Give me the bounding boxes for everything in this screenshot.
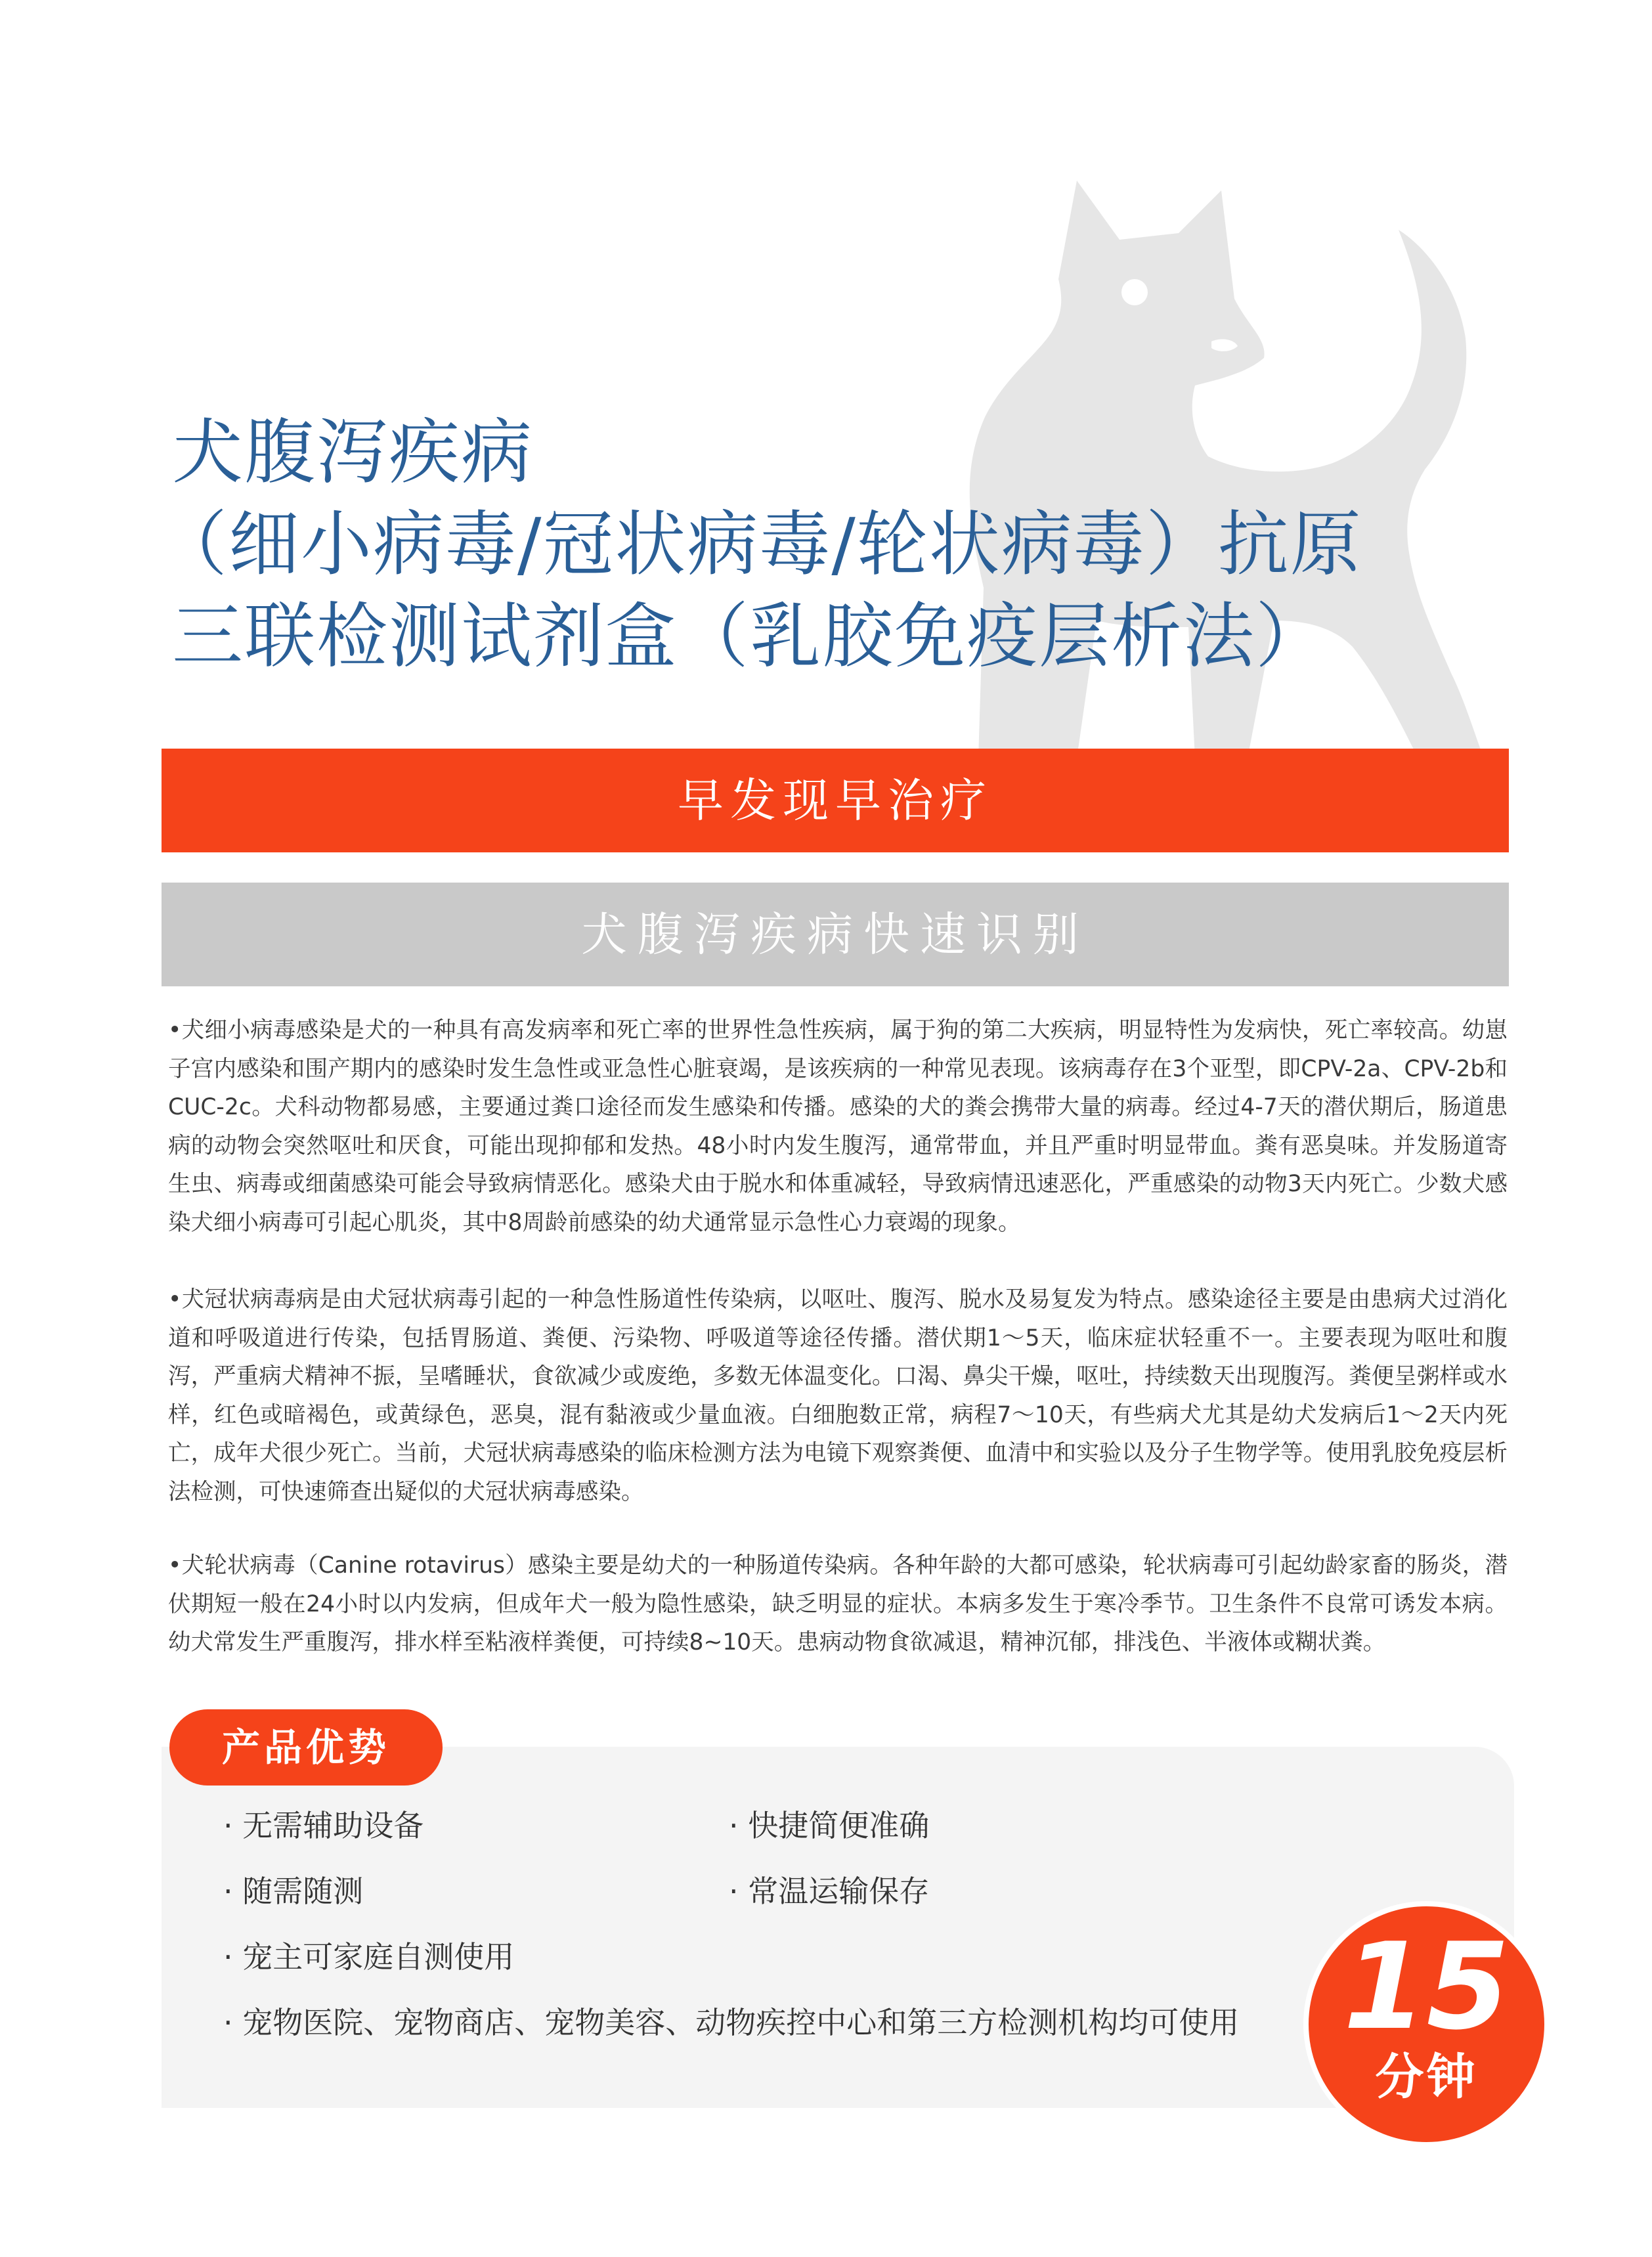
- advantage-item: · 快捷简便准确: [729, 1808, 930, 1843]
- fifteen-minutes-badge: [1303, 1901, 1550, 2147]
- advantages-tag: 产品优势: [169, 1709, 443, 1786]
- quick-identification-banner: 犬腹泻疾病快速识别: [162, 883, 1509, 986]
- early-detection-banner: 早发现早治疗: [162, 749, 1509, 852]
- page-title-line-2: （细小病毒/冠状病毒/轮状病毒）抗原: [156, 504, 1362, 586]
- advantage-item: · 常温运输保存: [729, 1874, 930, 1909]
- advantage-item: · 宠主可家庭自测使用: [223, 1939, 515, 1975]
- advantage-item: · 宠物医院、宠物商店、宠物美容、动物疾控中心和第三方检测机构均可使用: [223, 2005, 1240, 2040]
- rotavirus-paragraph: •犬轮状病毒（Canine rotavirus）感染主要是幼犬的一种肠道传染病。各种年龄的大都可感染，轮状病毒可引起幼龄家畜的肠炎，潜伏期短一般在24小时以内发病，但成年犬一般为隐性感染，缺乏明显的症状。本病多发生于寒冷季节。卫生条件不良常可诱发本病。幼犬常发生严重腹泻，排水样至粘液样粪便，可持续8~10天。患病动物食欲减退，精神沉郁，排浅色、半液体或糊状粪。: [168, 1552, 1508, 1655]
- coronavirus-paragraph: •犬冠状病毒病是由犬冠状病毒引起的一种急性肠道性传染病，以呕吐、腹泻、脱水及易复发为特点。感染途径主要是由患病犬过消化道和呼吸道进行传染，包括胃肠道、粪便、污染物、呼吸道等途径传播。潜伏期1～5天，临床症状轻重不一。主要表现为呕吐和腹泻，严重病犬精神不振，呈嗜睡状，食欲减少或废绝，多数无体温变化。口渴、鼻尖干燥，呕吐，持续数天出现腹泻。粪便呈粥样或水样，红色或暗褐色，或黄绿色，恶臭，混有黏液或少量血液。白细胞数正常，病程7～10天，有些病犬尤其是幼犬发病后1～2天内死亡，成年犬很少死亡。当前，犬冠状病毒感染的临床检测方法为电镜下观察粪便、血清中和实验以及分子生物学等。使用乳胶免疫层析法检测，可快速筛查出疑似的犬冠状病毒感染。: [168, 1286, 1508, 1505]
- advantage-item: · 随需随测: [223, 1874, 364, 1909]
- advantage-item: · 无需辅助设备: [223, 1808, 424, 1843]
- badge-number: 15: [1343, 1917, 1510, 2056]
- page-title-line-1: 犬腹泻疾病: [172, 412, 534, 494]
- parvovirus-paragraph: •犬细小病毒感染是犬的一种具有高发病率和死亡率的世界性急性疾病，属于狗的第二大疾病，明显特性为发病快，死亡率较高。幼崽子宫内感染和围产期内的感染时发生急性或亚急性心脏衰竭，是该疾病的一种常见表现。该病毒存在3个亚型，即CPV-2a、CPV-2b和CUC-2c。犬科动物都易感，主要通过粪口途径而发生感染和传播。感染的犬的粪会携带大量的病毒。经过4-7天的潜伏期后，肠道患病的动物会突然呕吐和厌食，可能出现抑郁和发热。48小时内发生腹泻，通常带血，并且严重时明显带血。粪有恶臭味。并发肠道寄生虫、病毒或细菌感染可能会导致病情恶化。感染犬由于脱水和体重减轻，导致病情迅速恶化，严重感染的动物3天内死亡。少数犬感染犬细小病毒可引起心肌炎，其中8周龄前感染的幼犬通常显示急性心力衰竭的现象。: [168, 1017, 1508, 1236]
- page-title-line-3: 三联检测试剂盒（乳胶免疫层析法）: [172, 596, 1328, 678]
- badge-unit: 分钟: [1375, 2049, 1478, 2105]
